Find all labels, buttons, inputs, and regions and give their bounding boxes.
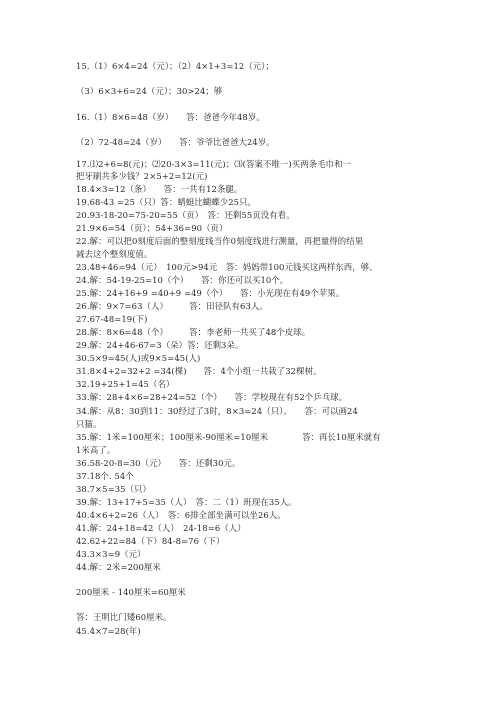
answer-line-16b: （2）72-48=24（岁） 答：爷爷比爸爸大24岁。 xyxy=(76,137,275,147)
answer-line-16a: 16.（1）8×6=48（岁） 答：爸爸今年48岁。 xyxy=(76,112,265,122)
answer-line-33: 33.解：28+4×6=28+24=52（个） 答：学校现在有52个乒乓球。 xyxy=(76,392,348,402)
answer-line-15a: 15.（1）6×4=24（元）；（2）4×1+3=12（元）； xyxy=(76,61,275,71)
answer-line-38: 38.7×5=35（只） xyxy=(76,484,151,494)
answer-line-44c: 答：王明比门矮60厘米。 xyxy=(76,612,172,622)
answer-line-28: 28.解：8×6=48（个） 答：李老师一共买了48个皮球。 xyxy=(76,327,311,337)
answer-line-44a: 44.解：2米=200厘米 xyxy=(76,562,161,572)
answer-line-37: 37.18个. 54个 xyxy=(76,471,134,481)
answer-line-42: 42.62+22=84（下）84-8=76（下） xyxy=(76,536,225,546)
answer-line-19: 19.68-43 =25（只）答：蜻蜓比蝴蝶少25只。 xyxy=(76,197,257,207)
answer-line-22a: 22.解：可以把0刻度后面的整刻度线当作0刻度线进行测量，再把量得的结果 xyxy=(76,236,364,246)
answer-line-26: 26.解：9×7=63（人） 答：田径队有63人。 xyxy=(76,301,268,311)
answer-line-30: 30.5×9=45(人)或9×5=45(人) xyxy=(76,353,201,363)
answer-line-35a: 35.解：1米=100厘米；100厘米-90厘米=10厘米 答：再长10厘米就有 xyxy=(76,432,381,442)
answer-line-29: 29.解：24+46-67=3（朵）答：还剩3朵。 xyxy=(76,340,244,350)
answer-line-40: 40.4×6+2=26（人） 答：6排全部坐满可以坐26人。 xyxy=(76,510,286,520)
answer-line-24: 24.解：54-19-25=10（个） 答：你还可以买10个。 xyxy=(76,275,289,285)
answer-line-15b: （3）6×3+6=24（元）；30>24；够 xyxy=(76,86,223,96)
answer-line-43: 43.3×3=9（元） xyxy=(76,549,146,559)
answer-line-23: 23.48+46=94（元） 100元>94元 答：妈妈带100元钱买这两样东西，够。 xyxy=(76,262,378,272)
answer-line-36: 36.58-20-8=30（元） 答：还剩30元。 xyxy=(76,458,241,468)
answer-line-34b: 只猫。 xyxy=(76,419,102,429)
answer-line-45: 45.4×7=28(年) xyxy=(76,626,141,636)
answer-line-17b: 把牙刷共多少钱？2×5+2=12(元) xyxy=(76,171,208,181)
answer-line-39: 39.解：13+17+5=35（人） 答：二（1）班现在35人。 xyxy=(76,497,297,507)
answer-line-41: 41.解：24+18=42（人） 24-18=6（人） xyxy=(76,523,246,533)
answer-line-34a: 34.解：从8：30到11：30经过了3时，8×3=24（只）。 答：可以画24 xyxy=(76,406,358,416)
answer-line-18: 18.4×3=12（条） 答：一共有12条腿。 xyxy=(76,184,243,194)
answer-line-25: 25.解：24+16+9 =40+9 =49（个） 答：小光现在有49个苹果。 xyxy=(76,288,345,298)
answer-line-17a: 17.⑴2+6=8(元)；⑵20-3×3=11(元)；⑶(答案不唯一)买两条毛巾和一 xyxy=(76,159,352,169)
answer-line-32: 32.19+25+1=45（名） xyxy=(76,379,175,389)
answer-line-22b: 减去这个整刻度值。 xyxy=(76,249,153,259)
answer-line-21: 21.9×6=54（页）；54+36=90（页） xyxy=(76,223,228,233)
answer-line-35b: 1米高了。 xyxy=(76,445,116,455)
answer-line-20: 20.93-18-20=75-20=55（页） 答：还剩55页没有看。 xyxy=(76,210,295,220)
answer-line-44b: 200厘米 - 140厘米=60厘米 xyxy=(76,587,186,597)
answer-line-31: 31.8×4+2=32+2 =34(棵) 答：4个小组一共栽了32棵树。 xyxy=(76,366,322,376)
answer-line-27: 27.67-48=19(下) xyxy=(76,314,148,324)
